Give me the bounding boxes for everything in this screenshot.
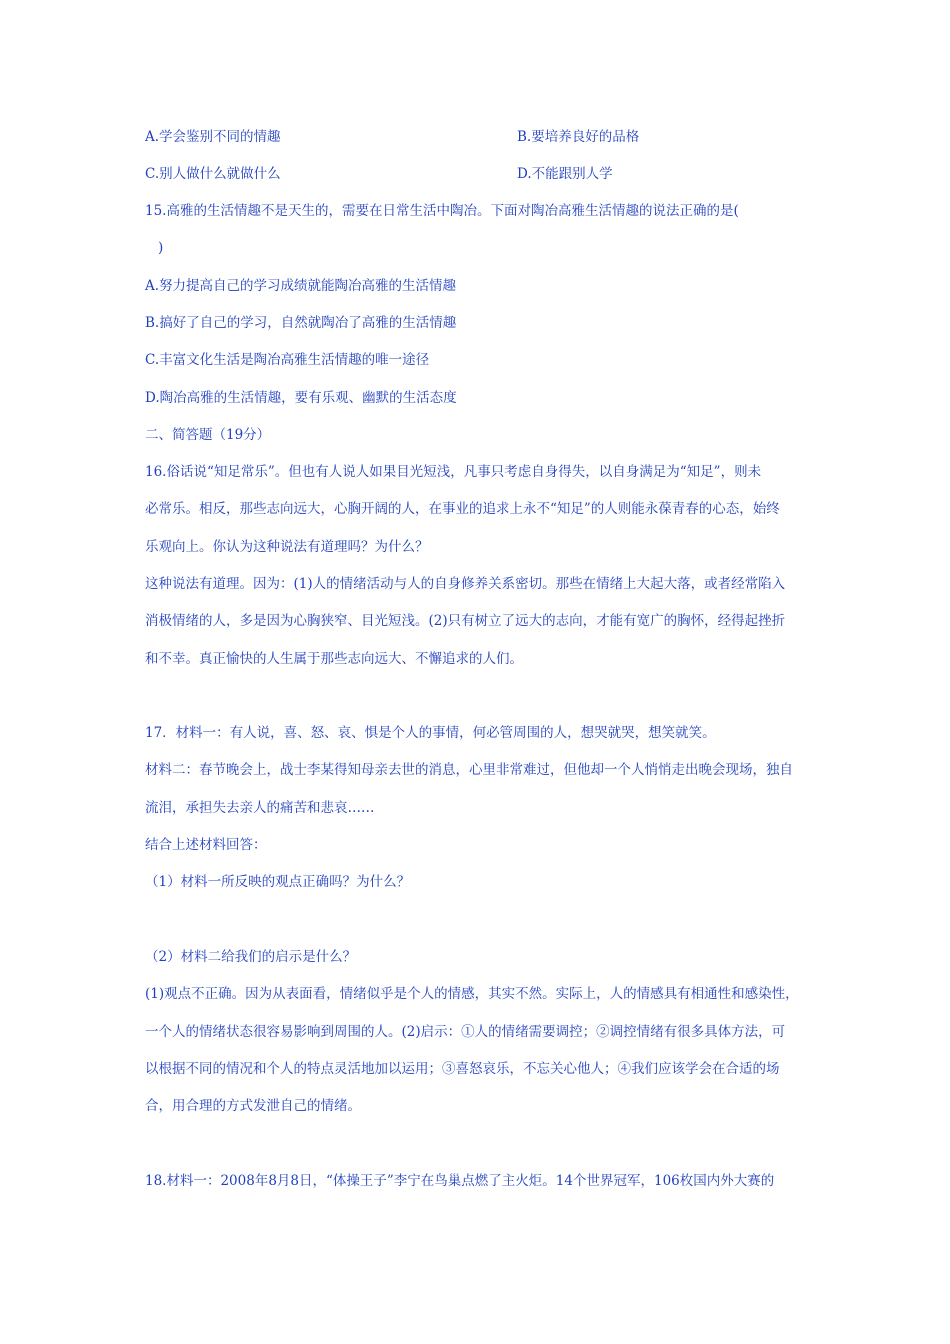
q17-material2-line1: 材料二：春节晚会上，战士李某得知母亲去世的消息，心里非常难过，但他却一个人悄悄走出晚会现场，独自	[145, 762, 793, 778]
q18-material1-line1: 18.材料一：2008年8月8日，“体操王子”李宁在鸟巢点燃了主火炬。14个世界冠军，106枚国内外大赛的	[145, 1173, 775, 1189]
q15-option-b: B.搞好了自己的学习，自然就陶冶了高雅的生活情趣	[145, 315, 457, 331]
q17-sub-question-1: （1）材料一所反映的观点正确吗？为什么？	[145, 874, 411, 890]
q16-stem-line1: 16.俗话说“知足常乐”。但也有人说人如果目光短浅，凡事只考虑自身得失，以自身满足为“知足”，则未	[145, 464, 762, 480]
q15-stem-line1: 15.高雅的生活情趣不是天生的，需要在日常生活中陶冶。下面对陶冶高雅生活情趣的说法正确的是(	[145, 203, 739, 219]
q14-option-d: D.不能跟别人学	[517, 166, 613, 182]
q15-option-c: C.丰富文化生活是陶冶高雅生活情趣的唯一途径	[145, 352, 430, 368]
q16-answer-line3: 和不幸。真正愉快的人生属于那些志向远大、不懈追求的人们。	[145, 651, 523, 667]
q17-material2-line2: 流泪，承担失去亲人的痛苦和悲哀……	[145, 800, 375, 816]
section-heading: 二、简答题（19分）	[145, 427, 271, 443]
q14-option-c: C.别人做什么就做什么	[145, 166, 281, 182]
q17-answer-line1: (1)观点不正确。因为从表面看，情绪似乎是个人的情感，其实不然。实际上，人的情感具有相通性和感染性，	[145, 986, 799, 1002]
q17-answer-line2: 一个人的情绪状态很容易影响到周围的人。(2)启示：①人的情绪需要调控；②调控情绪有很多具体方法，可	[145, 1024, 786, 1040]
q17-material1: 17．材料一：有人说，喜、怒、哀、惧是个人的事情，何必管周围的人，想哭就哭，想笑就笑。	[145, 725, 716, 741]
q15-option-a: A.努力提高自己的学习成绩就能陶冶高雅的生活情趣	[145, 278, 457, 294]
q17-sub-question-2: （2）材料二给我们的启示是什么？	[145, 949, 357, 965]
q14-option-b: B.要培养良好的品格	[517, 129, 640, 145]
q14-option-a: A.学会鉴别不同的情趣	[145, 129, 281, 145]
q16-stem-line3: 乐观向上。你认为这种说法有道理吗？为什么？	[145, 539, 429, 555]
q17-answer-line4: 合，用合理的方式发泄自己的情绪。	[145, 1098, 361, 1114]
q17-answer-line3: 以根据不同的情况和个人的特点灵活地加以运用；③喜怒哀乐，不忘关心他人；④我们应该学会在合适的场	[145, 1061, 780, 1077]
q16-answer-line2: 消极情绪的人，多是因为心胸狭窄、目光短浅。(2)只有树立了远大的志向，才能有宽广的胸怀，经得起挫折	[145, 613, 786, 629]
q17-prompt: 结合上述材料回答：	[145, 837, 267, 853]
q15-stem-line2: )	[158, 240, 164, 256]
q16-answer-line1: 这种说法有道理。因为：(1)人的情绪活动与人的自身修养关系密切。那些在情绪上大起大落，或者经常陷入	[145, 576, 786, 592]
q16-stem-line2: 必常乐。相反，那些志向远大，心胸开阔的人，在事业的追求上永不“知足”的人则能永葆青春的心态，始终	[145, 501, 780, 517]
q15-option-d: D.陶冶高雅的生活情趣，要有乐观、幽默的生活态度	[145, 390, 457, 406]
